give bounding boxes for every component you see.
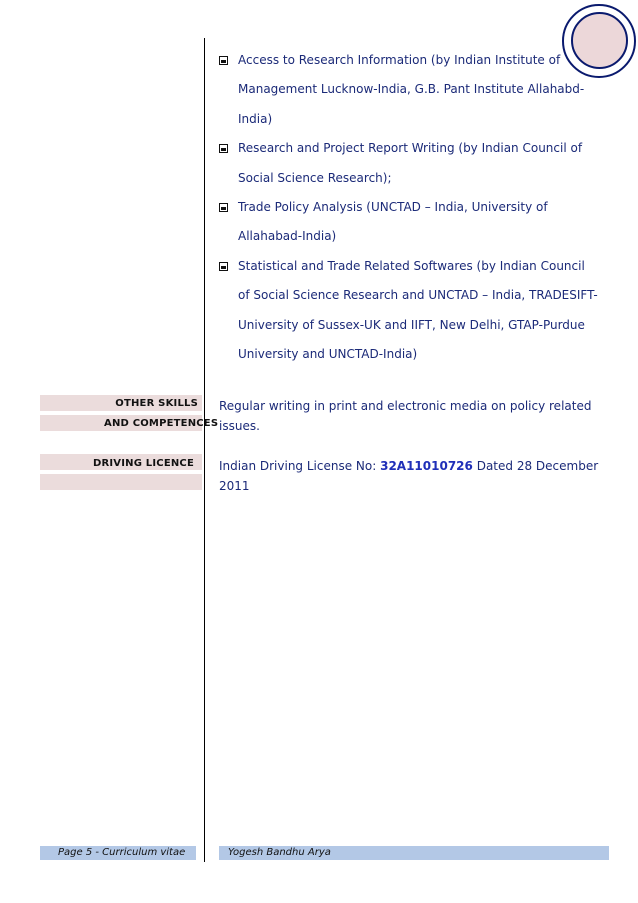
license-prefix: Indian Driving License No:	[219, 459, 381, 473]
bullet-text: Trade Policy Analysis (UNCTAD – India, University of Allahabad-India)	[238, 200, 548, 244]
bullet-item	[219, 46, 599, 134]
bullet-text: Research and Project Report Writing (by Indian Council of Social Science Research);	[238, 141, 583, 185]
checkbox-bullet-icon	[219, 56, 228, 65]
license-suffix: Dated 28 December 2011	[219, 459, 599, 493]
checkbox-bullet-icon	[219, 144, 228, 153]
bullet-item	[219, 134, 599, 193]
driving-licence-text	[219, 456, 599, 496]
other-skills-text: Regular writing in print and electronic media on policy related issues.	[219, 399, 592, 433]
column-divider	[204, 38, 205, 862]
bullet-item	[219, 252, 599, 370]
training-bullet-list	[219, 46, 599, 369]
bullet-text: Statistical and Trade Related Softwares (by Indian Council of Social Science Research and UNCTAD – India, TRADESIFT- University of Sussex-UK and IIFT, New Delhi, GTAP-Purdue University and UNCTAD-India)	[238, 258, 598, 362]
other-skills-heading: OTHER SKILLS	[115, 398, 198, 409]
license-number: 32A11010726	[380, 459, 473, 473]
driving-label-bg-2	[40, 474, 202, 490]
footer-page-label: Page 5 - Curriculum vitae	[58, 847, 186, 858]
driving-licence-heading: DRIVING LICENCE	[92, 458, 194, 469]
competences-heading: AND COMPETENCES	[104, 418, 219, 429]
checkbox-bullet-icon	[219, 262, 228, 271]
bullet-text: Access to Research Information (by Indian Institute of Management Lucknow-India, G.B. Pant Institute Allahabd-India)	[238, 53, 585, 126]
checkbox-bullet-icon	[219, 203, 228, 212]
footer-author-name: Yogesh Bandhu Arya	[228, 847, 331, 858]
bullet-item	[219, 193, 599, 252]
